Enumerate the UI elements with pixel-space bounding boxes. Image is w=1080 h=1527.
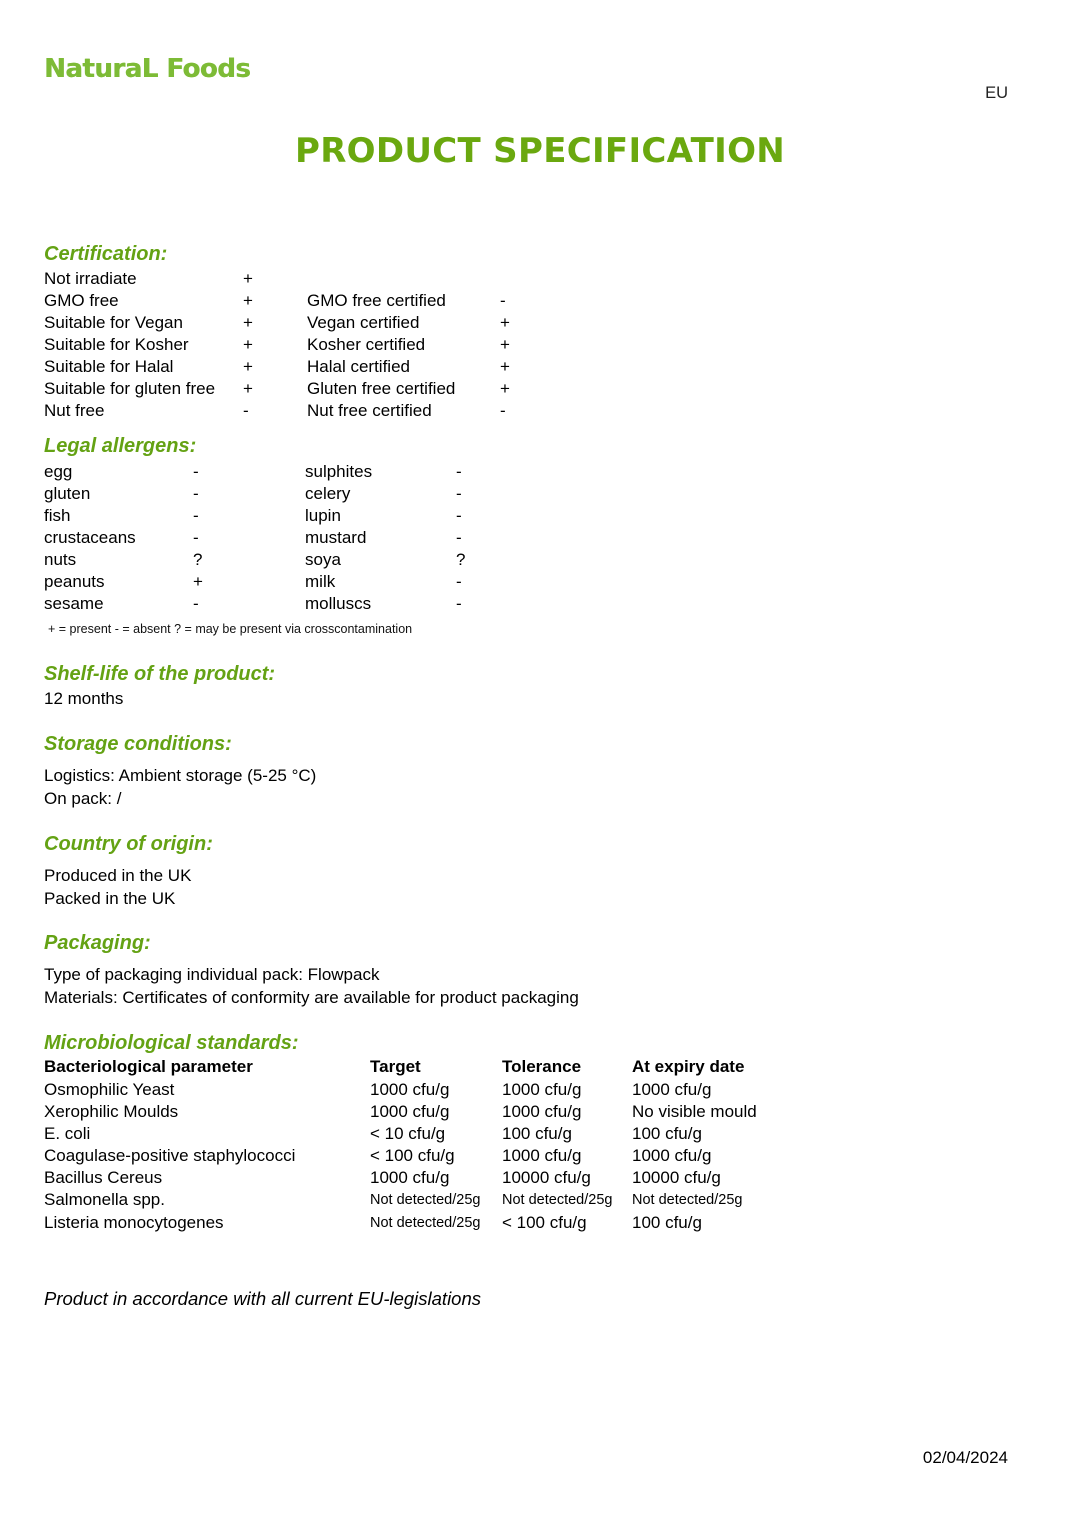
- shelf-life-value: 12 months: [44, 689, 124, 708]
- microbiology-parameter: Listeria monocytogenes: [44, 1213, 224, 1232]
- packaging-materials: Materials: Certificates of conformity are available for product packaging: [44, 988, 579, 1007]
- microbiology-target: < 10 cfu/g: [370, 1124, 446, 1143]
- microbiology-tolerance: 100 cfu/g: [502, 1124, 572, 1143]
- allergen-mark: -: [193, 462, 199, 481]
- allergen-label2: milk: [305, 572, 336, 591]
- certification-mark: +: [243, 313, 253, 332]
- certification-label2: Halal certified: [307, 357, 410, 376]
- allergen-mark2: -: [456, 506, 462, 525]
- certification-label: Suitable for Vegan: [44, 313, 183, 332]
- microbiology-target: Not detected/25g: [370, 1215, 481, 1231]
- microbiology-parameter: Xerophilic Moulds: [44, 1102, 179, 1121]
- allergen-label2: celery: [305, 484, 351, 503]
- certification-label: GMO free: [44, 291, 119, 310]
- microbiology-tolerance: < 100 cfu/g: [502, 1213, 587, 1232]
- allergen-mark2: -: [456, 484, 462, 503]
- storage-on-pack: On pack: /: [44, 789, 122, 808]
- certification-label2: GMO free certified: [307, 291, 446, 310]
- allergen-label2: mustard: [305, 528, 367, 547]
- compliance-statement: Product in accordance with all current EU-legislations: [44, 1288, 482, 1309]
- microbiology-parameter: Coagulase-positive staphylococci: [44, 1146, 296, 1165]
- microbiology-expiry: 100 cfu/g: [632, 1213, 702, 1232]
- microbiology-target: 1000 cfu/g: [370, 1080, 450, 1099]
- allergen-label: gluten: [44, 484, 91, 503]
- packaging-type: Type of packaging individual pack: Flowpack: [44, 965, 380, 984]
- region-label: EU: [985, 84, 1008, 102]
- allergen-label: crustaceans: [44, 528, 136, 547]
- section-heading-storage-conditions: Storage conditions:: [44, 733, 232, 755]
- column-header-parameter: Bacteriological parameter: [44, 1057, 253, 1076]
- allergen-mark: -: [193, 594, 199, 613]
- section-heading-microbiological-standards: Microbiological standards:: [44, 1032, 299, 1054]
- origin-packed: Packed in the UK: [44, 889, 176, 908]
- allergen-mark2: -: [456, 572, 462, 591]
- certification-label2: Kosher certified: [307, 335, 426, 354]
- microbiology-expiry: 10000 cfu/g: [632, 1168, 721, 1187]
- microbiology-expiry: 100 cfu/g: [632, 1124, 702, 1143]
- section-heading-legal-allergens: Legal allergens:: [44, 435, 197, 457]
- allergen-label: nuts: [44, 550, 77, 569]
- allergen-mark2: -: [456, 462, 462, 481]
- microbiology-expiry: Not detected/25g: [632, 1192, 743, 1208]
- microbiology-tolerance: 10000 cfu/g: [502, 1168, 591, 1187]
- allergen-label: egg: [44, 462, 73, 481]
- allergen-mark: ?: [193, 550, 203, 569]
- allergen-label: peanuts: [44, 572, 105, 591]
- certification-mark: +: [243, 357, 253, 376]
- section-heading-certification: Certification:: [44, 243, 168, 265]
- certification-mark: +: [243, 379, 253, 398]
- certification-label2: Gluten free certified: [307, 379, 456, 398]
- microbiology-parameter: E. coli: [44, 1124, 91, 1143]
- allergen-label: sesame: [44, 594, 104, 613]
- certification-label: Suitable for Kosher: [44, 335, 189, 354]
- microbiology-expiry: 1000 cfu/g: [632, 1146, 712, 1165]
- allergen-label2: soya: [305, 550, 341, 569]
- certification-label2: Vegan certified: [307, 313, 420, 332]
- microbiology-tolerance: 1000 cfu/g: [502, 1080, 582, 1099]
- certification-label2: Nut free certified: [307, 401, 432, 420]
- certification-label: Not irradiate: [44, 269, 137, 288]
- company-logo: NaturaL Foods: [44, 54, 251, 84]
- certification-label: Suitable for Halal: [44, 357, 174, 376]
- certification-label: Suitable for gluten free: [44, 379, 216, 398]
- allergen-mark: -: [193, 528, 199, 547]
- certification-mark2: +: [500, 313, 510, 332]
- section-heading-packaging: Packaging:: [44, 932, 151, 954]
- column-header-expiry: At expiry date: [632, 1057, 745, 1076]
- storage-logistics: Logistics: Ambient storage (5-25 °C): [44, 766, 317, 785]
- microbiology-expiry: No visible mould: [632, 1102, 757, 1121]
- certification-mark: +: [243, 291, 253, 310]
- microbiology-target: < 100 cfu/g: [370, 1146, 455, 1165]
- allergen-label2: molluscs: [305, 594, 372, 613]
- microbiology-target: Not detected/25g: [370, 1192, 481, 1208]
- allergen-label: fish: [44, 506, 71, 525]
- page-title: PRODUCT SPECIFICATION: [294, 131, 786, 171]
- certification-mark2: -: [500, 401, 506, 420]
- allergen-mark2: -: [456, 594, 462, 613]
- certification-mark: +: [243, 335, 253, 354]
- section-heading-shelf-life: Shelf-life of the product:: [44, 663, 276, 685]
- certification-label: Nut free: [44, 401, 105, 420]
- document-date: 02/04/2024: [922, 1448, 1008, 1467]
- allergen-mark2: -: [456, 528, 462, 547]
- certification-mark2: -: [500, 291, 506, 310]
- origin-produced: Produced in the UK: [44, 866, 192, 885]
- microbiology-tolerance: 1000 cfu/g: [502, 1102, 582, 1121]
- certification-mark2: +: [500, 379, 510, 398]
- allergen-mark: +: [193, 572, 203, 591]
- certification-mark2: +: [500, 335, 510, 354]
- microbiology-parameter: Osmophilic Yeast: [44, 1080, 175, 1099]
- microbiology-parameter: Salmonella spp.: [44, 1190, 165, 1209]
- allergen-mark2: ?: [456, 550, 466, 569]
- microbiology-expiry: 1000 cfu/g: [632, 1080, 712, 1099]
- microbiology-tolerance: 1000 cfu/g: [502, 1146, 582, 1165]
- certification-mark: -: [243, 401, 249, 420]
- allergen-mark: -: [193, 484, 199, 503]
- microbiology-target: 1000 cfu/g: [370, 1102, 450, 1121]
- certification-mark: +: [243, 269, 253, 288]
- certification-mark2: +: [500, 357, 510, 376]
- column-header-tolerance: Tolerance: [502, 1057, 582, 1076]
- microbiology-parameter: Bacillus Cereus: [44, 1168, 163, 1187]
- allergen-label2: lupin: [305, 506, 341, 525]
- allergen-label2: sulphites: [305, 462, 373, 481]
- allergen-mark: -: [193, 506, 199, 525]
- microbiology-tolerance: Not detected/25g: [502, 1192, 613, 1208]
- allergen-legend: + = present - = absent ? = may be present via crosscontamination: [48, 622, 413, 636]
- column-header-target: Target: [370, 1057, 421, 1076]
- section-heading-country-of-origin: Country of origin:: [44, 833, 213, 855]
- microbiology-target: 1000 cfu/g: [370, 1168, 450, 1187]
